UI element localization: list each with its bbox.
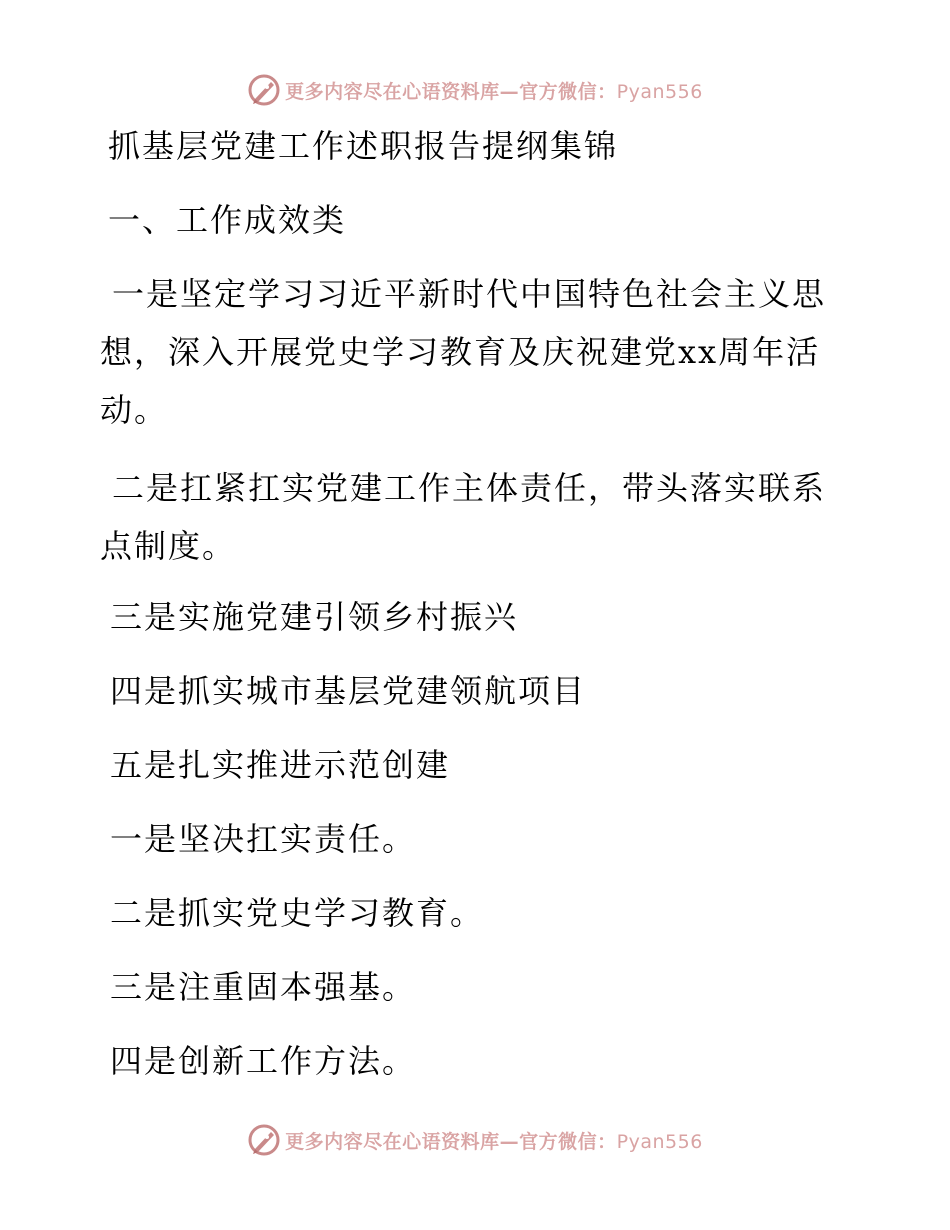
list-item: 五是扎实推进示范创建 (110, 746, 451, 784)
list-item: 一是坚决扛实责任。 (110, 820, 417, 858)
list-item: 三是实施党建引领乡村振兴 (110, 598, 519, 636)
section-heading: 一、工作成效类 (108, 201, 347, 239)
footer-watermark (0, 1120, 950, 1160)
watermark-id: Pyan556 (616, 80, 703, 103)
list-item: 二是抓实党史学习教育。 (110, 894, 485, 932)
header-watermark (0, 70, 950, 110)
pen-logo-icon (247, 1123, 281, 1157)
pen-logo-icon (247, 73, 281, 107)
list-item: 四是创新工作方法。 (110, 1042, 417, 1080)
document-title: 抓基层党建工作述职报告提纲集锦 (108, 127, 619, 165)
watermark-text: 更多内容尽在心语资料库—官方微信：Pyan556 (285, 80, 703, 103)
list-item: 四是抓实城市基层党建领航项目 (110, 672, 587, 710)
paragraph-1: 一是坚定学习习近平新时代中国特色社会主义思想，深入开展党史学习教育及庆祝建党xx周年活动。 (100, 275, 827, 429)
list-item: 三是注重固本强基。 (110, 968, 417, 1006)
watermark-text: 更多内容尽在心语资料库—官方微信：Pyan556 (285, 1130, 703, 1153)
watermark-id: Pyan556 (616, 1130, 703, 1153)
paragraph-2: 二是扛紧扛实党建工作主体责任，带头落实联系点制度。 (100, 469, 827, 565)
